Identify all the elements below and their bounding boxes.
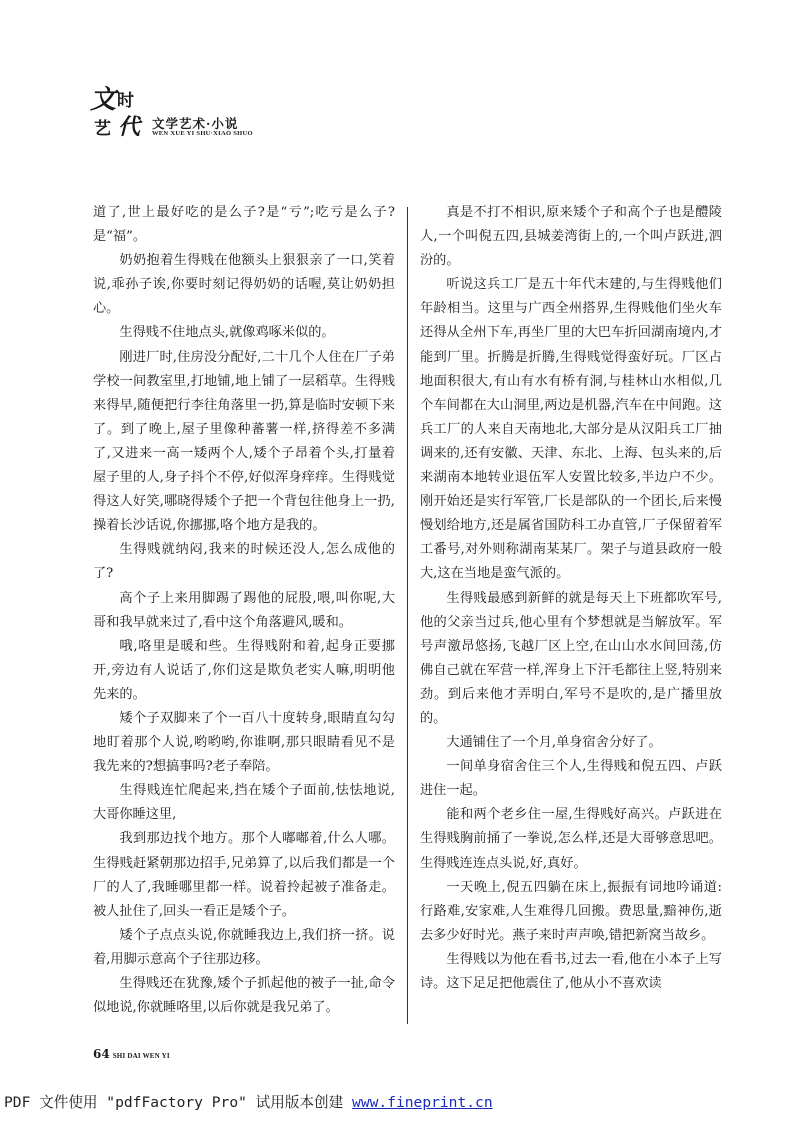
pdf-watermark xyxy=(4,1091,493,1112)
paragraph: 生得贱就纳闷,我来的时候还没人,怎么成他的了? xyxy=(93,542,395,582)
svg-text:艺: 艺 xyxy=(94,119,111,138)
svg-text:文: 文 xyxy=(90,85,117,115)
page-footer xyxy=(93,1047,170,1061)
paragraph: 生得贱以为他在看书,过去一看,他在小本子上写诗。这下足足把他震住了,他从小不喜欢读 xyxy=(420,951,722,991)
paragraph: 矮个子点点头说,你就睡我边上,我们挤一挤。说着,用脚示意高个子往那边移。 xyxy=(93,927,395,967)
paragraph: 刚进厂时,住房没分配好,二十几个人住在厂子弟学校一间教室里,打地铺,地上铺了一层稻草。生得贱来得早,随便把行李往角落里一扔,算是临时安顿下来了。到了晚上,屋子里像种蕃薯一样,挤得差不多满了,又进来一高一矮两个人,矮个子昂着个头,打量着屋子里的人,身子抖个不停,好似浑身痒痒。生得贱觉得这人好笑,哪晓得矮个子把一个背包往他身上一扔,操着长沙话说,你挪挪,咯个地方是我的。 xyxy=(93,349,395,534)
paragraph: 听说这兵工厂是五十年代末建的,与生得贱他们年龄相当。这里与广西全州搭界,生得贱他们坐火车还得从全州下车,再坐厂里的大巴车折回湖南境内,才能到厂里。折腾是折腾,生得贱觉得蛮好玩。厂区占地面积很大,有山有水有桥有洞,与桂林山水相似,几个车间都在大山洞里,两边是机器,汽车在中间跑。这兵工厂的人来自天南地北,大部分是从汉阳兵工厂抽调来的,还有安徽、天津、东北、上海、包头来的,后来湖南本地转业退伍军人安置比较多,半边户不少。刚开始还是实行军管,厂长是部队的一个团长,后来慢慢划给地方,还是属省国防科工办直管,厂子保留着军工番号,对外则称湖南某某厂。架子与道县政府一般大,这在当地是蛮气派的。 xyxy=(420,277,722,582)
paragraph: 能和两个老乡住一屋,生得贱好高兴。卢跃进在生得贱胸前捅了一拳说,怎么样,还是大哥够意思吧。生得贱连连点头说,好,真好。 xyxy=(420,807,722,871)
pdf-notice-text: PDF 文件使用 "pdfFactory Pro" 试用版本创建 xyxy=(4,1094,353,1111)
left-text-column xyxy=(93,201,395,1020)
logo-calligraphy-icon xyxy=(88,84,148,138)
section-title: 文学艺术·小说 xyxy=(152,116,239,131)
paragraph: 生得贱最感到新鲜的就是每天上下班都吹军号,他的父亲当过兵,他心里有个梦想就是当解放军。军号声激昂悠扬,飞越厂区上空,在山山水水间回荡,仿佛自己就在军营一样,浑身上下汗毛都往上竖,特别来劲。到后来他才弄明白,军号不是吹的,是广播里放的。 xyxy=(420,590,722,726)
svg-text:代: 代 xyxy=(118,114,141,138)
paragraph: 大通铺住了一个月,单身宿舍分好了。 xyxy=(446,735,662,751)
publication-name: SHI DAI WEN YI xyxy=(112,1052,170,1060)
paragraph: 奶奶抱着生得贱在他额头上狠狠亲了一口,笑着说,乖孙子诶,你要时刻记得奶奶的话喔,莫让奶奶担心。 xyxy=(93,253,395,317)
paragraph: 道了,世上最好吃的是么子?是“亏”;吃亏是么子?是“福”。 xyxy=(93,205,395,245)
column-divider xyxy=(407,207,408,1024)
paragraph: 矮个子双脚来了个一百八十度转身,眼睛直勾勾地盯着那个人说,哟哟哟,你谁啊,那只眼睛看见不是我先来的?想搞事吗?老子奉陪。 xyxy=(93,710,395,775)
paragraph: 高个子上来用脚踢了踢他的屁股,喂,叫你呢,大哥和我早就来过了,看中这个角落避风,暖和。 xyxy=(93,590,395,630)
section-pinyin: WEN XUE YI SHU·XIAO SHUO xyxy=(152,130,253,137)
paragraph: 真是不打不相识,原来矮个子和高个子也是醴陵人,一个叫倪五四,县城姜湾街上的,一个叫卢跃进,泗汾的。 xyxy=(420,205,722,269)
paragraph: 生得贱还在犹豫,矮个子抓起他的被子一扯,命令似地说,你就睡咯里,以后你就是我兄弟了。 xyxy=(93,976,395,1016)
page-number: 64 xyxy=(93,1047,110,1061)
paragraph: 一天晚上,倪五四躺在床上,振振有词地吟诵道:行路难,安家难,人生难得几回搬。费思量,黯神伤,逝去多少好时光。燕子来时声声唤,错把新窝当故乡。 xyxy=(420,879,722,943)
paragraph: 我到那边找个地方。那个人嘟嘟着,什么人哪。生得贱赶紧朝那边招手,兄弟算了,以后我们都是一个厂的人了,我睡哪里都一样。说着拎起被子准备走。被人扯住了,回头一看正是矮个子。 xyxy=(93,831,395,919)
svg-text:时: 时 xyxy=(117,91,134,111)
paragraph: 一间单身宿舍住三个人,生得贱和倪五四、卢跃进住一起。 xyxy=(420,759,722,799)
paragraph: 生得贱不住地点头,就像鸡啄米似的。 xyxy=(119,325,335,341)
paragraph: 哦,咯里是暖和些。生得贱附和着,起身正要挪开,旁边有人说话了,你们这是欺负老实人嘛,明明他先来的。 xyxy=(93,638,395,702)
right-text-column xyxy=(420,201,722,996)
magazine-logo xyxy=(88,84,148,138)
fineprint-link[interactable]: www.fineprint.cn xyxy=(352,1094,493,1111)
paragraph: 生得贱连忙爬起来,挡在矮个子面前,怯怯地说,大哥你睡这里, xyxy=(93,783,395,823)
